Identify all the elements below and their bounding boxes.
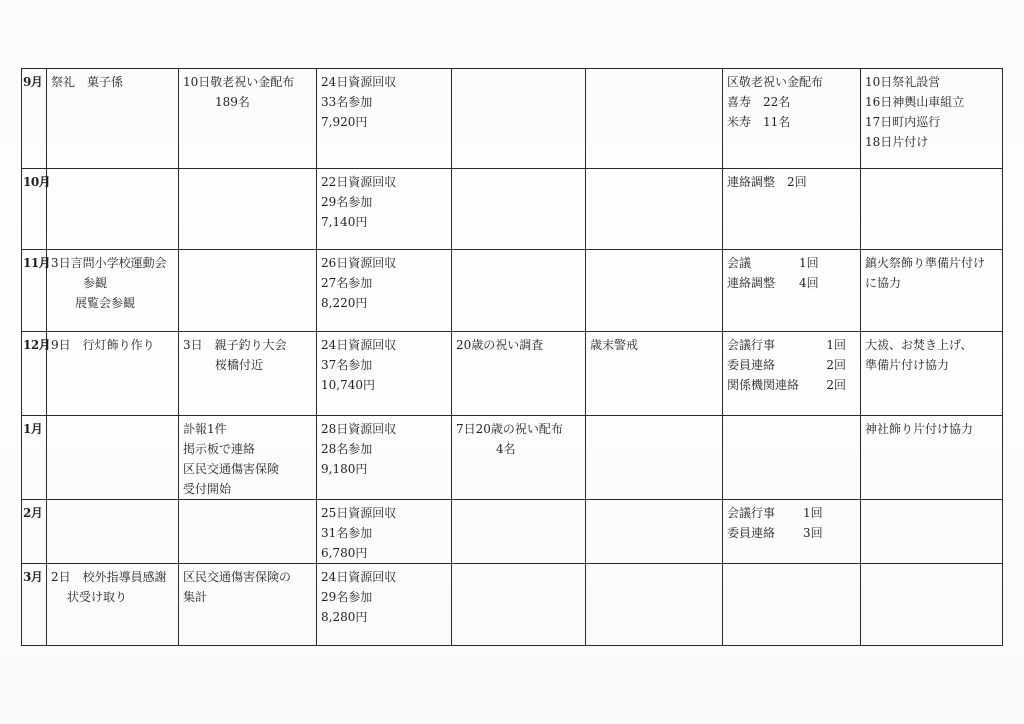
cell-text: 24日資源回収 [321, 75, 397, 89]
cell-youth [452, 564, 586, 646]
cell-welfare [179, 250, 317, 332]
month-label: 10月 [23, 175, 51, 189]
cell-text: 24日資源回収 [321, 570, 397, 584]
cell-safety [586, 332, 723, 416]
cell-text: 3日言問小学校運動会 [51, 256, 167, 270]
table-row [22, 69, 1003, 169]
month-cell [22, 332, 51, 416]
cell-shrine [861, 564, 1003, 646]
cell-text: 18日片付け [865, 135, 929, 149]
cell-recycling [317, 69, 452, 169]
cell-school-festival [47, 169, 179, 250]
cell-text: 29名参加 [321, 590, 373, 604]
month-label: 9月 [23, 75, 43, 89]
count-line [727, 375, 856, 395]
cell-text: 27名参加 [321, 276, 373, 290]
cell-text: 8,220円 [321, 296, 368, 310]
activity-schedule-table [21, 68, 1003, 646]
count-line [727, 273, 856, 293]
cell-youth [452, 416, 586, 500]
cell-text: 10,740円 [321, 378, 375, 392]
cell-text: 準備片付け協力 [865, 358, 950, 372]
cell-text: 31名参加 [321, 526, 373, 540]
cell-text: 10日敬老祝い金配布 [183, 75, 295, 89]
cell-safety [586, 250, 723, 332]
count-value: 2回 [826, 378, 846, 392]
cell-youth [452, 500, 586, 564]
cell-youth [452, 250, 586, 332]
month-cell [22, 69, 47, 169]
cell-shrine [861, 332, 1003, 416]
table-row [22, 332, 1003, 416]
cell-text: 189名 [215, 95, 250, 109]
cell-text: 展覧会参観 [75, 296, 136, 310]
month-cell [22, 564, 47, 646]
cell-text: 3日 親子釣り大会 [183, 338, 287, 352]
cell-liaison [723, 250, 861, 332]
count-line [727, 335, 856, 355]
cell-text: 20歳の祝い調査 [456, 338, 544, 352]
cell-liaison [723, 416, 861, 500]
cell-text: 鎮火祭飾り準備片付け [865, 256, 986, 270]
count-label: 委員連絡 [727, 526, 776, 540]
cell-text: 連絡調整 2回 [727, 175, 807, 189]
table-row [22, 564, 1003, 646]
cell-safety [586, 169, 723, 250]
count-label: 会議行事 [727, 338, 776, 352]
table-row [22, 250, 1003, 332]
cell-text: 4名 [496, 442, 516, 456]
cell-text: 区民交通傷害保険の [183, 570, 292, 584]
cell-liaison [723, 332, 861, 416]
count-label: 連絡調整 [727, 276, 776, 290]
table-row [22, 500, 1003, 564]
cell-recycling [317, 250, 452, 332]
cell-school-festival [47, 564, 179, 646]
cell-text: 米寿 11名 [727, 115, 791, 129]
cell-youth [452, 69, 586, 169]
cell-text: 37名参加 [321, 358, 373, 372]
cell-text: 参観 [83, 276, 108, 290]
cell-liaison [723, 169, 861, 250]
cell-text: 8,280円 [321, 610, 368, 624]
cell-text: 9,180円 [321, 462, 368, 476]
cell-safety [586, 500, 723, 564]
month-cell [22, 169, 51, 250]
month-cell [22, 416, 47, 500]
count-label: 関係機関連絡 [727, 378, 800, 392]
month-label: 1月 [23, 422, 43, 436]
count-label: 会議行事 [727, 506, 776, 520]
count-line [727, 503, 856, 523]
month-label: 3月 [23, 570, 43, 584]
cell-text: 桜橋付近 [215, 358, 264, 372]
cell-welfare [179, 500, 317, 564]
cell-welfare [179, 564, 317, 646]
cell-text: 28日資源回収 [321, 422, 397, 436]
count-value: 2回 [826, 358, 846, 372]
cell-text: 神社飾り片付け協力 [865, 422, 974, 436]
cell-recycling [317, 500, 452, 564]
cell-text: 33名参加 [321, 95, 373, 109]
cell-text: 7日20歳の祝い配布 [456, 422, 563, 436]
count-line [727, 523, 856, 543]
cell-youth [452, 169, 586, 250]
cell-text: 22日資源回収 [321, 175, 397, 189]
cell-text: 大祓、お焚き上げ、 [865, 338, 973, 352]
cell-welfare [179, 416, 317, 500]
cell-text: 区民交通傷害保険 [183, 462, 280, 476]
cell-text: 6,780円 [321, 546, 368, 560]
cell-text: 受付開始 [183, 482, 232, 496]
cell-recycling [317, 564, 452, 646]
cell-school-festival [47, 69, 179, 169]
count-value: 3回 [803, 526, 823, 540]
cell-welfare [179, 169, 317, 250]
cell-school-festival [47, 500, 179, 564]
cell-liaison [723, 69, 861, 169]
cell-safety [586, 416, 723, 500]
count-value: 1回 [826, 338, 846, 352]
cell-safety [586, 564, 723, 646]
count-label: 会議 [727, 256, 752, 270]
cell-school-festival [47, 332, 179, 416]
cell-shrine [861, 169, 1003, 250]
count-value: 1回 [799, 256, 819, 270]
cell-text: 9日 行灯飾り作り [51, 338, 155, 352]
cell-recycling [317, 169, 452, 250]
cell-text: 区敬老祝い金配布 [727, 75, 824, 89]
cell-text: 喜寿 22名 [727, 95, 791, 109]
cell-school-festival [47, 250, 179, 332]
cell-text: 16日神輿山車組立 [865, 95, 965, 109]
cell-youth [452, 332, 586, 416]
cell-text: 祭礼 菓子係 [51, 75, 124, 89]
count-value: 4回 [799, 276, 819, 290]
count-label: 委員連絡 [727, 358, 776, 372]
cell-liaison [723, 500, 861, 564]
cell-shrine [861, 500, 1003, 564]
cell-text: 集計 [183, 590, 208, 604]
cell-shrine [861, 416, 1003, 500]
cell-shrine [861, 250, 1003, 332]
month-label: 2月 [23, 506, 43, 520]
month-label: 12月 [23, 338, 51, 352]
cell-text: 29名参加 [321, 195, 373, 209]
month-cell [22, 250, 51, 332]
table-row [22, 169, 1003, 250]
count-value: 1回 [803, 506, 823, 520]
cell-shrine [861, 69, 1003, 169]
cell-text: 訃報1件 [183, 422, 227, 436]
cell-text: 25日資源回収 [321, 506, 397, 520]
count-line [727, 355, 856, 375]
cell-text: 24日資源回収 [321, 338, 397, 352]
table-row [22, 416, 1003, 500]
cell-text: 歳末警戒 [590, 338, 639, 352]
cell-text: に協力 [865, 276, 902, 290]
month-cell [22, 500, 47, 564]
cell-welfare [179, 69, 317, 169]
cell-safety [586, 69, 723, 169]
cell-text: 掲示板で連絡 [183, 442, 256, 456]
cell-text: 2日 校外指導員感謝 [51, 570, 167, 584]
cell-text: 7,920円 [321, 115, 368, 129]
cell-text: 26日資源回収 [321, 256, 397, 270]
count-line [727, 253, 856, 273]
cell-liaison [723, 564, 861, 646]
cell-welfare [179, 332, 317, 416]
cell-text: 28名参加 [321, 442, 373, 456]
cell-text: 7,140円 [321, 215, 368, 229]
cell-recycling [317, 416, 452, 500]
month-label: 11月 [23, 256, 51, 270]
cell-text: 17日町内巡行 [865, 115, 941, 129]
cell-school-festival [47, 416, 179, 500]
cell-text: 10日祭礼設営 [865, 75, 941, 89]
cell-text: 状受け取り [67, 590, 128, 604]
cell-recycling [317, 332, 452, 416]
